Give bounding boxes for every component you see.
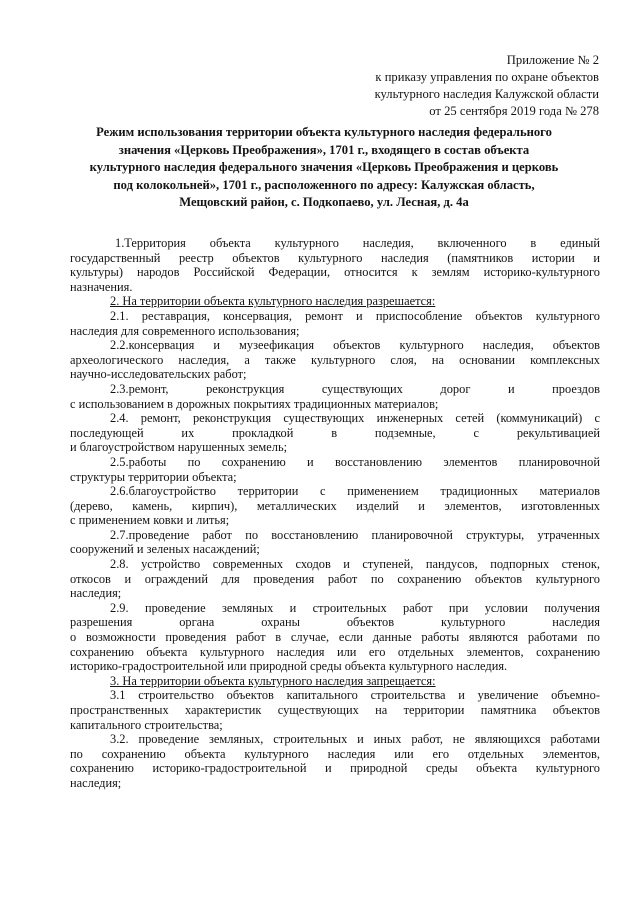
document-body <box>70 236 600 791</box>
text-line: сохранению объекта культурного наследия или его отдельных элементов, сохранению <box>70 644 600 659</box>
text-line: наследия; <box>70 775 122 790</box>
paragraph-1 <box>70 236 600 294</box>
section-2-heading <box>70 294 600 309</box>
item-2-7 <box>70 528 600 557</box>
text-line: разрешения органа охраны объектов культурного наследия <box>70 615 600 630</box>
section-3-heading <box>70 674 600 689</box>
item-2-5 <box>70 455 600 484</box>
text-line: капитального строительства; <box>70 717 223 732</box>
text-line: археологического наследия, а также культурного слоя, на основании комплексных <box>70 352 600 367</box>
text-line: 2.4. ремонт, реконструкция существующих инженерных сетей (коммуникаций) с <box>110 411 600 426</box>
text-line: с использованием в дорожных покрытиях традиционных материалов; <box>70 396 439 411</box>
title-line: Режим использования территории объекта культурного наследия федерального <box>96 125 552 139</box>
text-line: 2.3.ремонт, реконструкция существующих дорог и проездов <box>110 381 600 396</box>
appendix-date: от 25 сентября 2019 года № 278 <box>429 104 599 118</box>
text-line: сооружений и зеленых насаждений; <box>70 542 260 557</box>
text-line: по сохранению объекта культурного наследия или его отдельных элементов, <box>70 746 600 761</box>
text-line: структуры территории объекта; <box>70 469 237 484</box>
text-line: о возможности проведения работ в случае, если данные работы являются работами по <box>70 630 600 645</box>
text-line: 2.2.консервация и музеефикация объектов культурного наследия, объектов <box>110 338 600 353</box>
section-heading: 3. На территории объекта культурного наследия запрещается: <box>110 673 436 688</box>
text-line: с применением ковки и литья; <box>70 513 230 528</box>
item-3-1 <box>70 688 600 732</box>
text-line: 2.7.проведение работ по восстановлению планировочной структуры, утраченных <box>110 527 600 542</box>
text-line: назначения. <box>70 279 133 294</box>
item-2-6 <box>70 484 600 528</box>
text-line: 2.6.благоустройство территории с применением традиционных материалов <box>110 484 600 499</box>
item-2-2 <box>70 338 600 382</box>
text-line: (дерево, камень, кирпич), металлических изделий и элементов, изготовленных <box>70 498 600 513</box>
text-line: историко-градостроительной или природной среды объекта культурного наследия. <box>70 659 508 674</box>
text-line: 2.1. реставрация, консервация, ремонт и приспособление объектов культурного <box>110 308 600 323</box>
item-2-9 <box>70 601 600 674</box>
item-3-2 <box>70 732 600 790</box>
text-line: наследия; <box>70 586 122 601</box>
text-line: откосов и ограждений для проведения работ по сохранению объектов культурного <box>70 571 600 586</box>
section-heading: 2. На территории объекта культурного наследия разрешается: <box>110 294 436 309</box>
text-line: сохранению историко-градостроительной и природной среды объекта культурного <box>70 761 600 776</box>
appendix-authority: культурного наследия Калужской области <box>374 87 599 101</box>
text-line: государственный реестр объектов культурного наследия (памятников истории и <box>70 250 600 265</box>
text-line: 2.5.работы по сохранению и восстановлению элементов планировочной <box>110 454 600 469</box>
text-line: наследия для современного использования; <box>70 323 300 338</box>
title-line: значения «Церковь Преображения», 1701 г., входящего в состав объекта <box>118 142 530 157</box>
text-line: 2.8. устройство современных сходов и ступеней, пандусов, подпорных стенок, <box>110 557 600 572</box>
text-line: последующей их прокладкой в подземные, с рекультивацией <box>70 425 600 440</box>
text-line: и благоустройством нарушенных земель; <box>70 440 288 455</box>
item-2-1 <box>70 309 600 338</box>
document-title <box>76 124 572 212</box>
appendix-number: Приложение № 2 <box>506 53 599 67</box>
text-line: 2.9. проведение земляных и строительных работ при условии получения <box>110 600 600 615</box>
text-line: 3.2. проведение земляных, строительных и иных работ, не являющихся работами <box>110 732 600 747</box>
item-2-8 <box>70 557 600 601</box>
text-line: культуры) народов Российской Федерации, относится к землям историко-культурного <box>70 265 600 280</box>
text-line: 3.1 строительство объектов капитального строительства и увеличение объемно- <box>110 688 600 703</box>
text-line: пространственных характеристик существующих на территории памятника объектов <box>70 703 600 717</box>
text-line: научно-исследовательских работ; <box>70 367 247 382</box>
item-2-4 <box>70 411 600 455</box>
title-line: Мещовский район, с. Подкопаево, ул. Лесная, д. 4а <box>179 195 469 210</box>
appendix-header <box>239 52 599 120</box>
text-line: 1.Территория объекта культурного наследия, включенного в единый <box>115 236 600 250</box>
title-line: культурного наследия федерального значения «Церковь Преображения и церковь <box>89 160 559 175</box>
title-line: под колокольней», 1701 г., расположенного по адресу: Калужская область, <box>113 177 535 192</box>
item-2-3 <box>70 382 600 411</box>
appendix-order-ref: к приказу управления по охране объектов <box>375 70 599 84</box>
